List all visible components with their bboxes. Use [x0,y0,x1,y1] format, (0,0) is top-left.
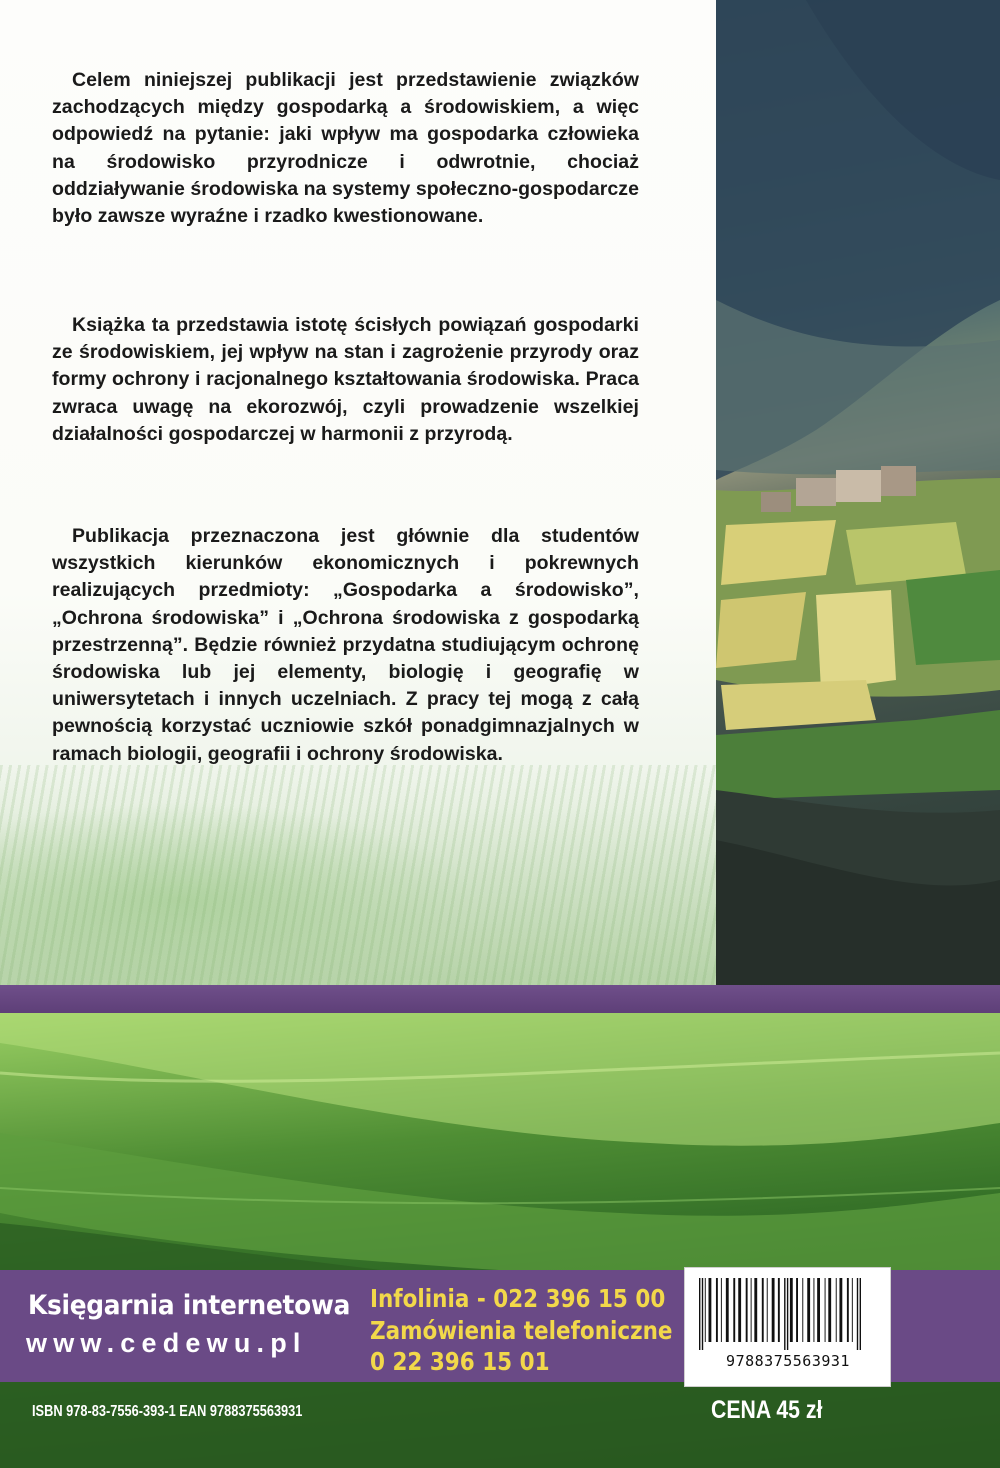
description-paragraph-3: Publikacja przeznaczona jest głównie dla studentów wszystkich kierunków ekonomicznych i pokrewnych realizujących przedmioty: „Gospodarka a środowisko”, „Ochrona środowiska” i „Ochrona środowiska z gospodarką przestrzenną”. Będzie również przydatna studiującym ochronę środowiska lub jej elementy, biologię i geografię w uniwersytetach i innych uczelniach. Z pracy tej mogą z całą pewnością korzystać uczniowie szkół ponadgimnazjalnych w ramach biologii, geografii i ochrony środowiska. [52,525,639,765]
barcode-bar [767,1278,768,1342]
barcode-bar [721,1278,722,1342]
barcode-bar [784,1278,785,1350]
purple-divider-band [0,985,1000,1013]
barcode-bar [860,1278,861,1350]
infoline-phone: Infolinia - 022 396 15 00 [370,1284,666,1313]
barcode-bar [778,1278,780,1342]
barcode-bar [836,1278,837,1342]
barcode-bar [702,1278,703,1350]
barcode-bar [839,1278,842,1342]
ean-barcode [684,1267,891,1387]
barcode-bar [699,1278,700,1350]
grass-fade-decoration [0,765,716,985]
barcode-bar [709,1278,712,1342]
barcode-bars [697,1278,879,1350]
grass-photo-art [0,1013,1000,1468]
barcode-bar [857,1278,858,1350]
barcode-bar [790,1278,793,1342]
barcode-bar [733,1278,735,1342]
barcode-digits: 9788375563931 [726,1352,850,1370]
isbn-ean-line: ISBN 978-83-7556-393-1 EAN 9788375563931 [32,1403,303,1420]
phone-orders-label: Zamówienia telefoniczne [370,1316,673,1345]
barcode-bar [852,1278,853,1342]
barcode-bar [825,1278,826,1342]
barcode-bar [828,1278,831,1342]
barcode-bar [746,1278,748,1342]
barcode-bar [796,1278,798,1342]
barcode-bar [762,1278,764,1342]
barcode-bar [817,1278,820,1342]
barcode-bar [813,1278,814,1342]
description-panel [0,0,716,985]
barcode-bar [772,1278,775,1342]
landscape-photo [716,0,1000,985]
barcode-bar [807,1278,810,1342]
barcode-bar [751,1278,752,1342]
description-paragraph-1: Celem niniejszej publikacji jest przedstawienie związków zachodzących między gospodarką a środowiskiem, a więc odpowiedź na pytanie: jaki wpływ ma gospodarka człowieka na środowisko przyrodnicze i odwrotnie, chociaż oddziaływanie środowiska na systemy społeczno-gospodarcze było zawsze wyraźne i rzadko kwestionowane. [52,69,639,228]
barcode-bar [802,1278,803,1342]
barcode-bar [787,1278,788,1350]
price-label: CENA 45 zł [711,1396,823,1424]
grass-photo [0,1013,1000,1468]
barcode-bar [716,1278,718,1342]
barcode-bar [754,1278,757,1342]
barcode-bar [726,1278,729,1342]
publisher-website-link[interactable]: www.cedewu.pl [26,1328,307,1358]
online-bookstore-label: Księgarnia internetowa [28,1290,351,1321]
barcode-bar [847,1278,849,1342]
description-paragraph-2: Książka ta przedstawia istotę ścisłych powiązań gospodarki ze środowiskiem, jej wpływ na stan i zagrożenie przyrody oraz formy ochrony i racjonalnego kształtowania środowiska. Praca zwraca uwagę na ekorozwój, czyli prowadzenie wszelkiej działalności gospodarczej w harmonii z przyrodą. [52,314,639,445]
landscape-photo-art [716,0,1000,985]
phone-orders-number: 0 22 396 15 01 [370,1347,550,1376]
barcode-bar [738,1278,741,1342]
barcode-bar [705,1278,706,1342]
